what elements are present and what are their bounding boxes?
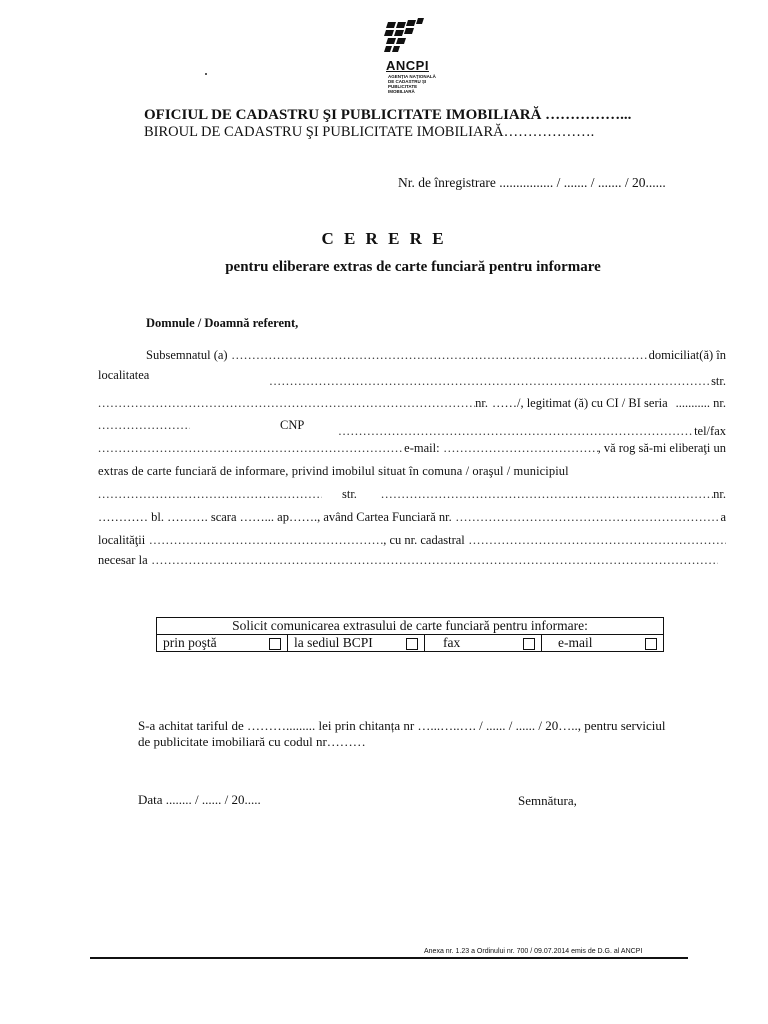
footer-divider	[90, 957, 688, 959]
field-id-number[interactable]	[98, 418, 190, 439]
field-cnp[interactable]	[304, 424, 694, 439]
option-label: fax	[443, 635, 461, 650]
form-line-1	[146, 348, 726, 363]
label-nr2: ........... nr.	[675, 396, 726, 410]
salutation: Domnule / Doamnă referent,	[146, 316, 299, 330]
payment-line-2: de publicitate imobiliară cu codul nr………	[138, 734, 366, 749]
form-line-2	[98, 368, 726, 389]
field-locality[interactable]	[145, 533, 383, 548]
page-title: C E R E R E	[321, 229, 447, 248]
payment-line-1: S-a achitat tariful de ………......... lei prin chitanța nr …...…..…. / ...... / ...... / 20….., pentru serviciul	[138, 718, 666, 733]
field-purpose[interactable]	[148, 553, 718, 568]
label-nr3: nr.	[713, 487, 726, 501]
label-email: e-mail:	[404, 441, 440, 455]
form-line-7	[98, 487, 726, 502]
field-street[interactable]	[98, 396, 475, 411]
checkbox-icon[interactable]	[269, 638, 281, 650]
signature-label: Semnătura,	[518, 793, 577, 808]
field-municipality[interactable]	[98, 487, 322, 502]
option-label: e-mail	[558, 635, 593, 650]
label-nr: nr.	[475, 396, 488, 410]
date-field[interactable]: Data ........ / ...... / 20.....	[138, 792, 261, 807]
form-line-4	[98, 418, 726, 439]
field-localitatea[interactable]	[149, 374, 711, 389]
registration-number: Nr. de înregistrare ................ / ....... / ....... / 20......	[398, 175, 666, 190]
label-va-rog: , vă rog să-mi eliberaţi un	[597, 441, 726, 455]
label-bl-scara-ap: ………… bl. ………. scara ……... ap……., având Cartea Funciară nr.	[98, 510, 452, 524]
label-str2: str.	[342, 487, 357, 501]
field-cadastral[interactable]	[465, 533, 726, 548]
form-line-6: extras de carte funciară de informare, privind imobilul situat în comuna / oraşul / municipiul	[98, 464, 569, 478]
field-email[interactable]	[440, 441, 598, 456]
label-str: str.	[711, 374, 726, 388]
form-line-3	[98, 396, 726, 411]
option-post[interactable]	[157, 635, 288, 652]
form-line-5	[98, 441, 726, 456]
label-localitatea: localitatea	[98, 368, 150, 382]
label-necesar: necesar la	[98, 553, 148, 567]
option-fax[interactable]	[425, 635, 542, 652]
label-a: a	[720, 510, 726, 524]
checkbox-icon[interactable]	[645, 638, 657, 650]
form-line-8	[98, 510, 726, 525]
label-localitatii: localităţii	[98, 533, 146, 547]
footer-note: Anexa nr. 1.23 a Ordinului nr. 700 / 09.07.2014 emis de D.G. al ANCPI	[424, 948, 643, 955]
logo-subtitle: AGENȚIA NAȚIONALĂ DE CADASTRU ȘI PUBLICITATE IMOBILIARĂ	[388, 74, 436, 94]
field-street-property[interactable]	[357, 487, 713, 502]
label-domiciliat: domiciliat(ă) în	[648, 348, 726, 362]
delivery-options-heading: Solicit comunicarea extrasului de carte funciară pentru informare:	[157, 618, 664, 635]
option-label: prin poştă	[163, 635, 217, 650]
office-heading: OFICIUL DE CADASTRU ŞI PUBLICITATE IMOBILIARĂ ……………...	[144, 107, 632, 123]
label-subsemnatul: Subsemnatul (a)	[146, 348, 228, 362]
checkbox-icon[interactable]	[523, 638, 535, 650]
logo-name: ANCPI	[386, 58, 429, 73]
option-email[interactable]	[542, 635, 664, 652]
option-bcpi-office[interactable]	[288, 635, 425, 652]
label-legitimat: ……/, legitimat (ă) cu CI / BI seria	[491, 396, 668, 410]
bureau-heading: BIROUL DE CADASTRU ŞI PUBLICITATE IMOBILIARĂ……………….	[144, 124, 595, 140]
delivery-options-table	[156, 617, 664, 652]
label-cadastral: , cu nr. cadastral	[383, 533, 465, 547]
page-subtitle: pentru eliberare extras de carte funciară pentru informare	[225, 259, 601, 275]
field-land-book[interactable]	[452, 510, 721, 525]
field-phone[interactable]	[98, 441, 404, 456]
form-line-10	[98, 553, 718, 568]
field-name[interactable]	[228, 348, 649, 363]
label-cnp: CNP	[280, 418, 305, 432]
form-line-9	[98, 533, 726, 548]
option-label: la sediul BCPI	[294, 635, 373, 650]
label-telfax: tel/fax	[694, 424, 726, 438]
checkbox-icon[interactable]	[406, 638, 418, 650]
